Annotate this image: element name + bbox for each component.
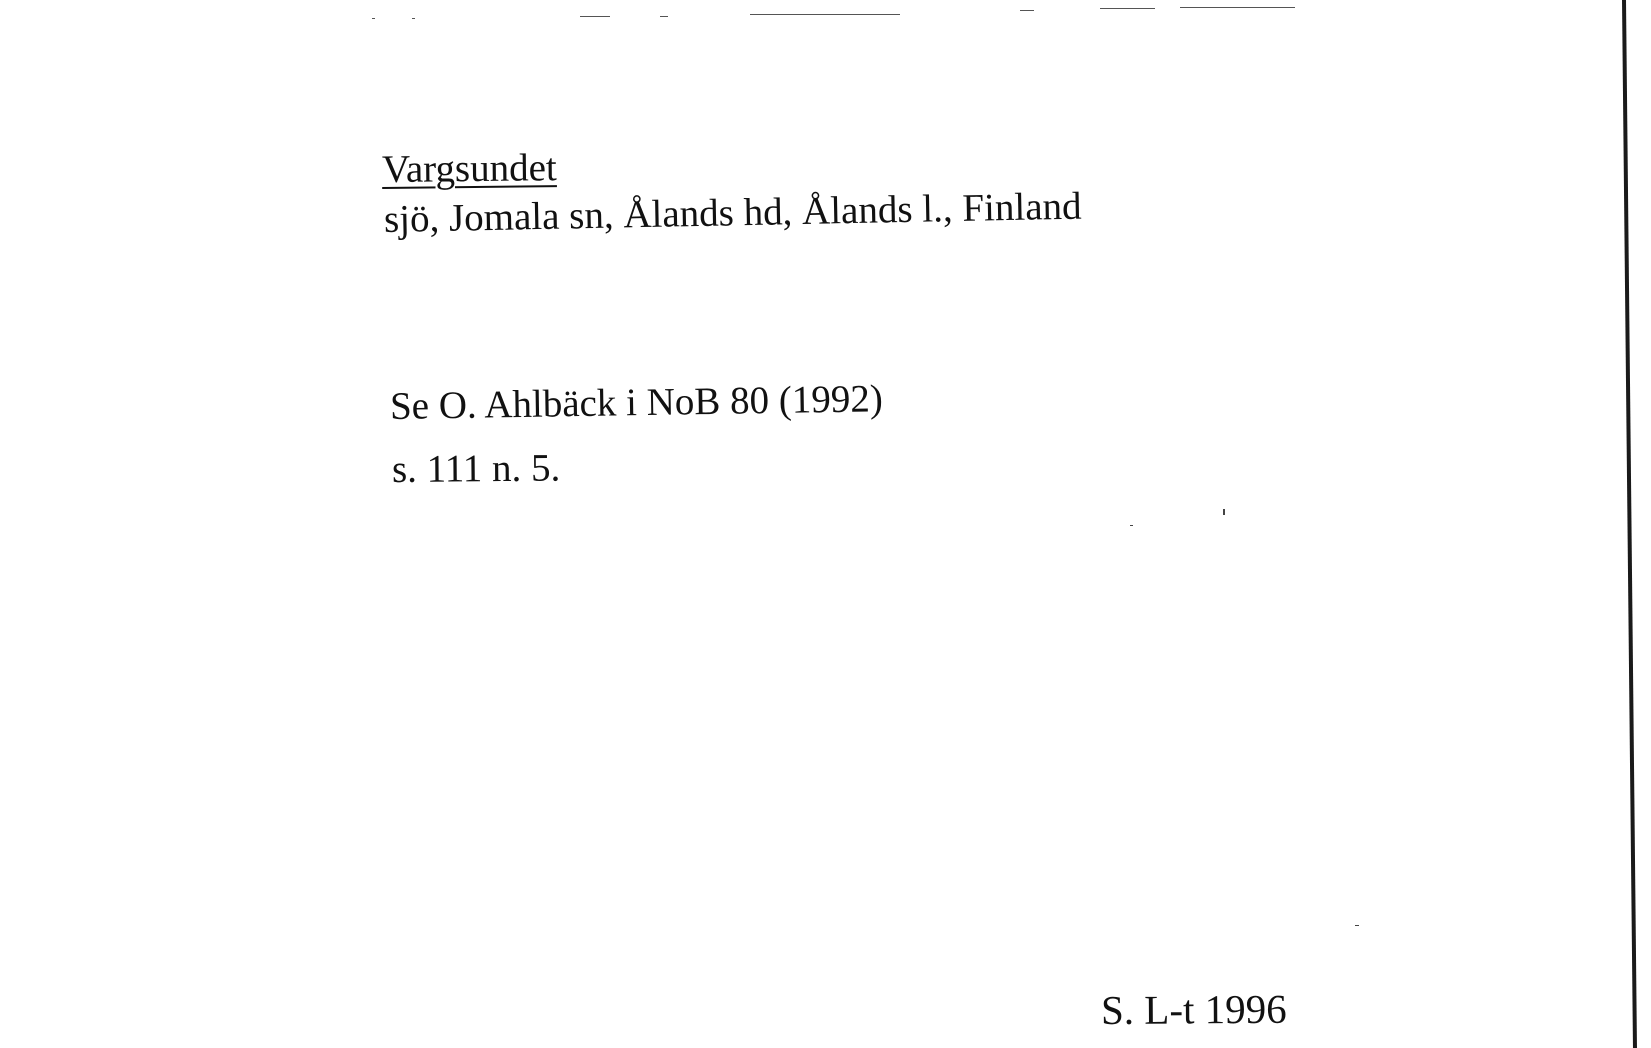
scan-speck: [580, 16, 610, 17]
card-edge-border: [1622, 0, 1637, 1048]
scan-speck: [660, 16, 668, 17]
scan-speck: [1180, 7, 1295, 8]
scan-speck: [1130, 525, 1133, 526]
scan-speck: [412, 18, 415, 19]
reference-line-2: s. 111 n. 5.: [391, 446, 561, 491]
reference-line-1: Se O. Ahlbäck i NoB 80 (1992): [389, 377, 884, 428]
author-signature: S. L-t 1996: [1100, 985, 1287, 1033]
place-name-title: Vargsundet: [381, 146, 557, 191]
scan-speck: [750, 14, 900, 15]
scan-speck: [1100, 8, 1155, 9]
scan-speck: [372, 18, 375, 19]
scan-speck: [1223, 509, 1225, 515]
scan-speck: [1020, 10, 1034, 11]
place-description: sjö, Jomala sn, Ålands hd, Ålands l., Finland: [383, 184, 1082, 241]
scan-artifacts-top: [360, 6, 1300, 20]
scan-speck: [1355, 925, 1359, 926]
